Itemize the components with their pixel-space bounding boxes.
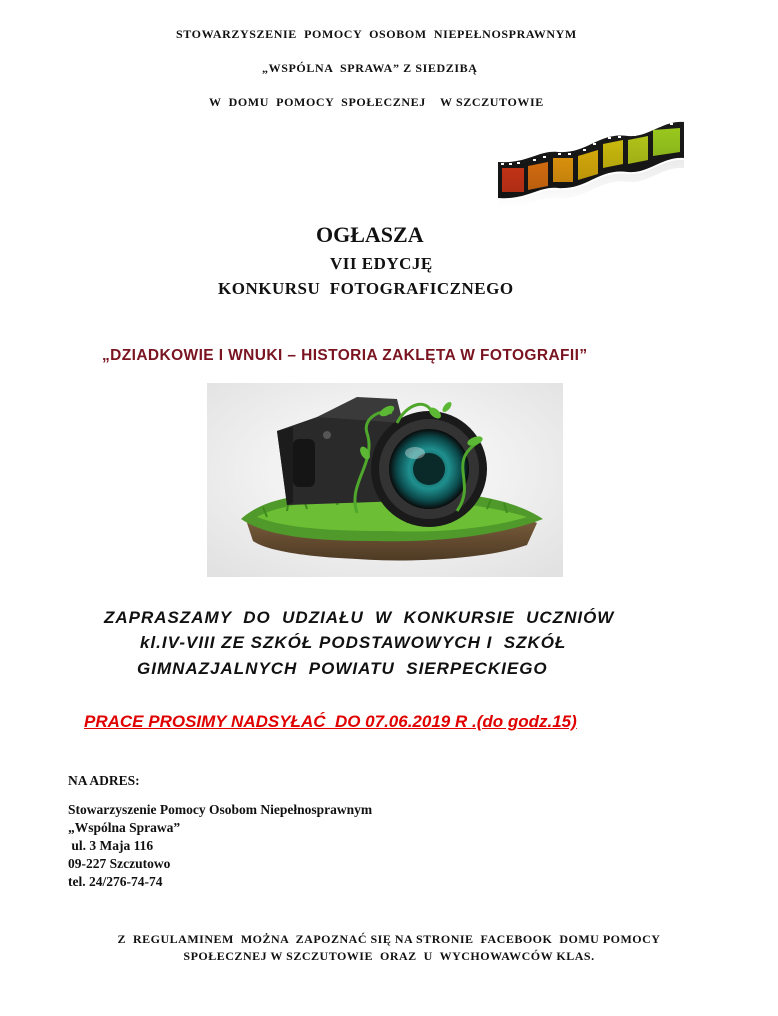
header-line-2: „WSPÓLNA SPRAWA” Z SIEDZIBĄ xyxy=(262,61,478,75)
footer-line-1: Z REGULAMINEM MOŻNA ZAPOZNAĆ SIĘ NA STRONIE FACEBOOK DOMU POMOCY xyxy=(117,932,661,946)
header-line-3: W DOMU POMOCY SPOŁECZNEJ W SZCZUTOWIE xyxy=(209,95,544,109)
camera-on-grass-image xyxy=(207,383,563,577)
address-line: „Wspólna Sprawa” xyxy=(68,820,181,835)
footer-line-2: SPOŁECZNEJ W SZCZUTOWIE ORAZ U WYCHOWAWCÓW KLAS. xyxy=(183,949,595,963)
address-line: ul. 3 Maja 116 xyxy=(68,838,154,853)
address-line: Stowarzyszenie Pomocy Osobom Niepełnosprawnym xyxy=(68,802,373,817)
submission-deadline: PRACE PROSIMY NADSYŁAĆ DO 07.06.2019 R .(do godz.15) xyxy=(84,712,577,731)
address-label: NA ADRES: xyxy=(68,773,140,788)
address-block xyxy=(68,801,372,891)
address-line: 09-227 Szczutowo xyxy=(68,856,171,871)
contest-name: „DZIADKOWIE I WNUKI – HISTORIA ZAKLĘTA W FOTOGRAFII” xyxy=(102,347,588,364)
announcement-contest-type: KONKURSU FOTOGRAFICZNEGO xyxy=(218,279,514,298)
film-strip-image xyxy=(498,118,684,216)
address-line: tel. 24/276-74-74 xyxy=(68,874,163,889)
invitation-line-3: GIMNAZJALNYCH POWIATU SIERPECKIEGO xyxy=(137,659,548,678)
announcement-edition: VII EDYCJĘ xyxy=(330,254,433,273)
invitation-line-2: kl.IV-VIII ZE SZKÓŁ PODSTAWOWYCH I SZKÓŁ xyxy=(140,633,567,652)
invitation-line-1: ZAPRASZAMY DO UDZIAŁU W KONKURSIE UCZNIÓW xyxy=(104,608,615,627)
announcement-title: OGŁASZA xyxy=(316,222,424,247)
header-line-1: STOWARZYSZENIE POMOCY OSOBOM NIEPEŁNOSPRAWNYM xyxy=(176,27,577,41)
